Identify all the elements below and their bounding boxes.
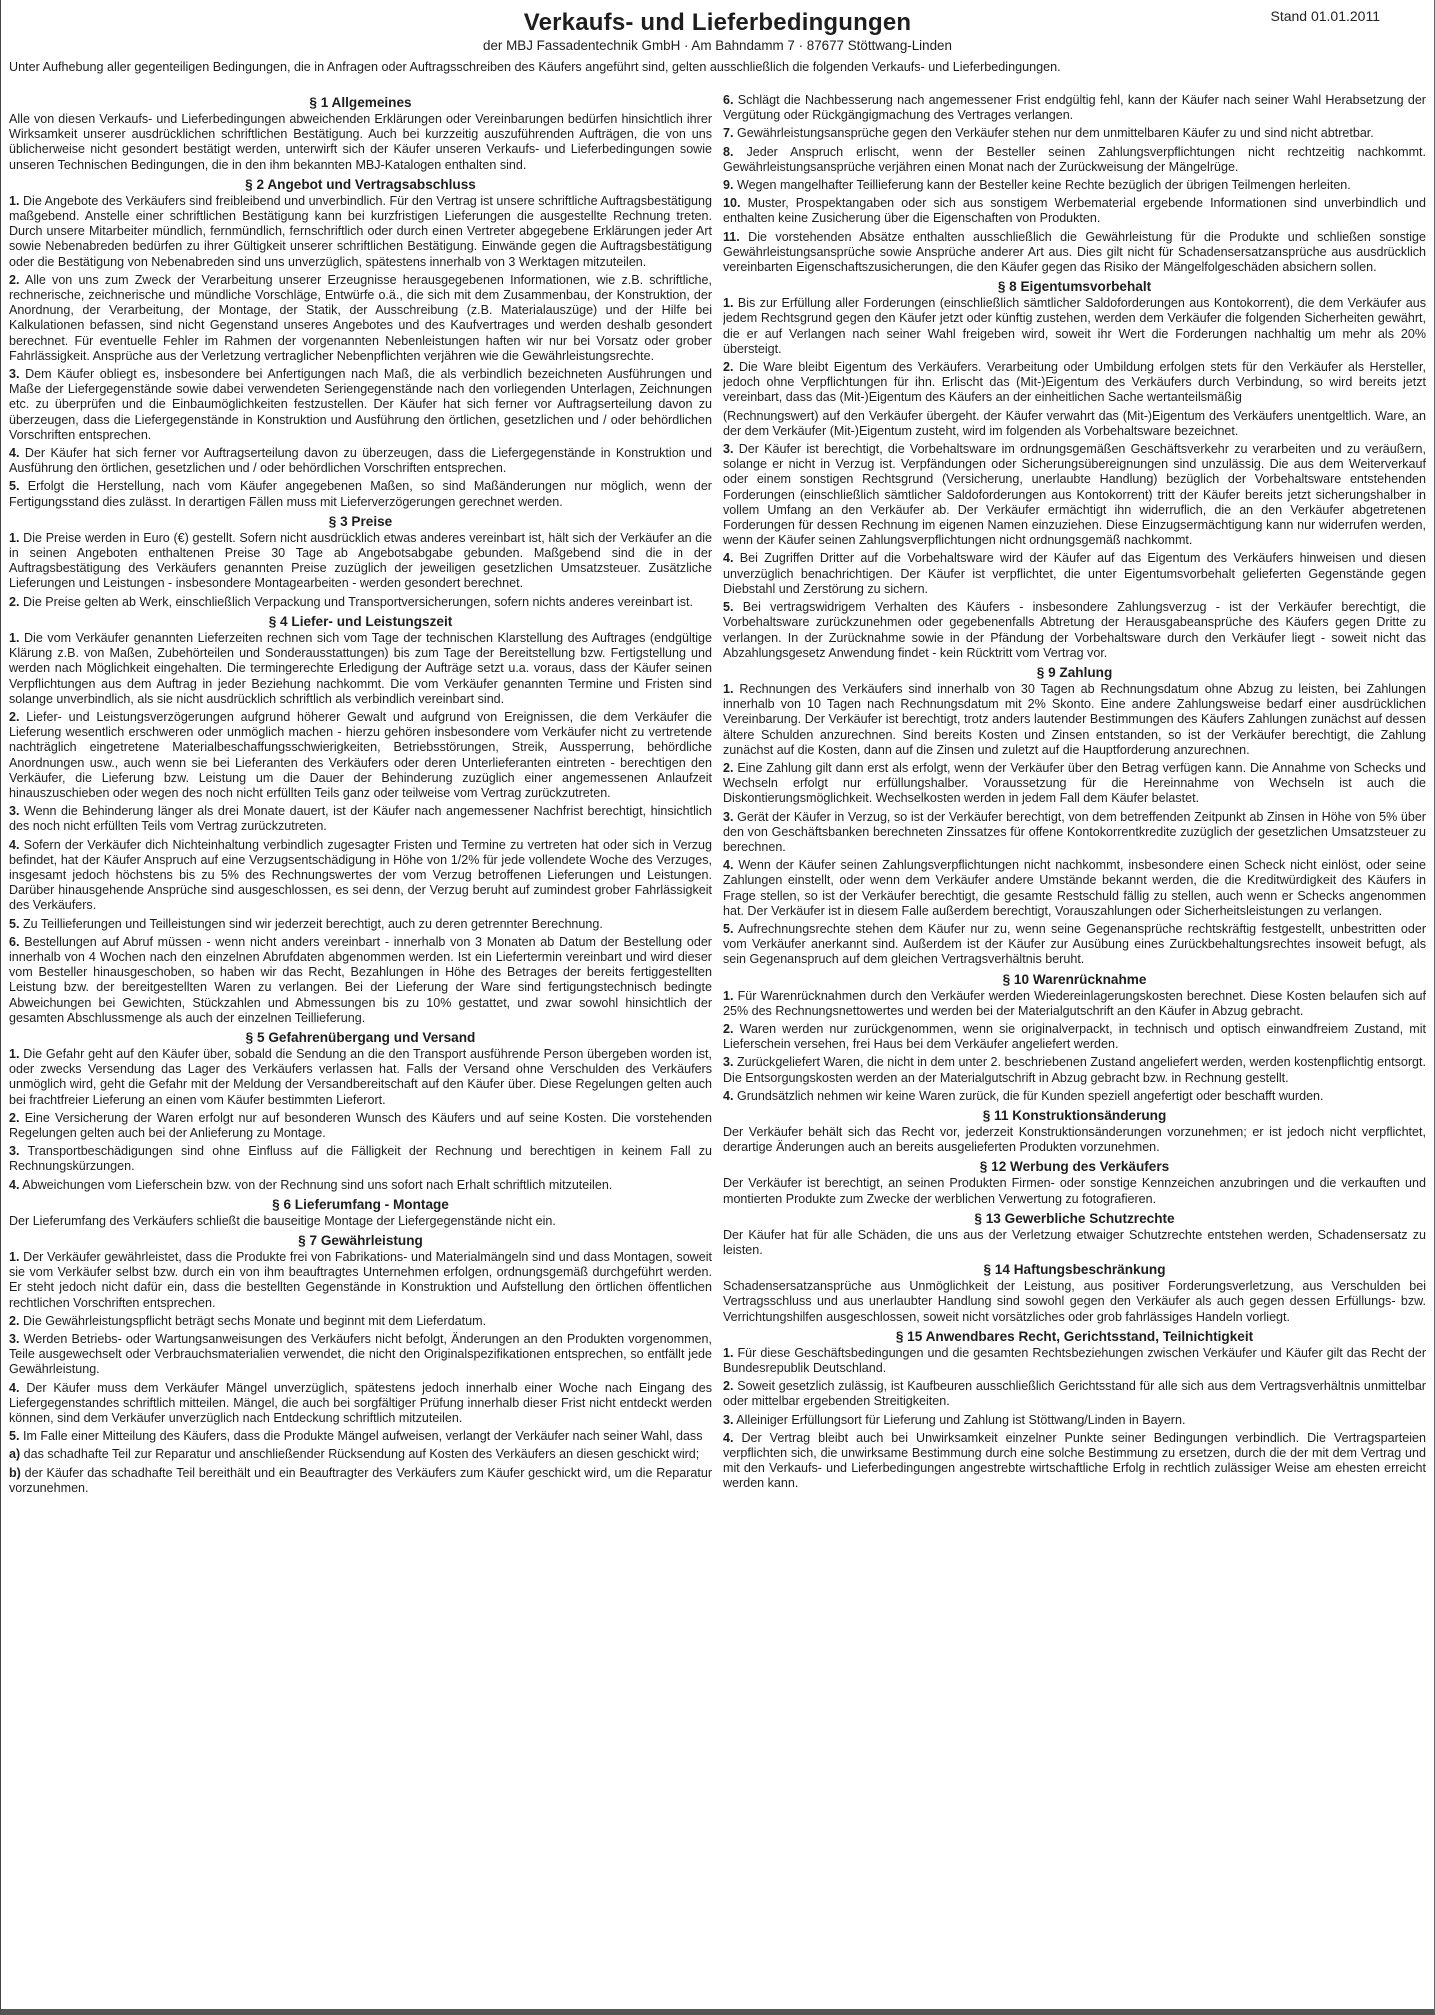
paragraph-number: 4. (9, 837, 20, 852)
paragraph-text: Grundsätzlich nehmen wir keine Waren zurück, die für Kunden speziell angefertigt oder beschafft wurden. (736, 1088, 1324, 1103)
paragraph-number: 4. (723, 858, 734, 873)
paragraph-number: 5. (9, 916, 20, 931)
paragraph-text: Gewährleistungsansprüche gegen den Verkäufer stehen nur dem unmittelbaren Käufer zu und sind nicht abtretbar. (736, 126, 1374, 141)
paragraph-number: 1. (9, 1046, 20, 1061)
paragraph (723, 761, 1426, 807)
section-title: § 5 Gefahrenübergang und Versand (245, 1029, 476, 1045)
section-title: § 7 Gewährleistung (298, 1233, 423, 1248)
paragraph-number: 3. (9, 1144, 20, 1159)
paragraph-text: Wenn der Käufer seinen Zahlungsverpflichtungen nicht nachkommt, insbesondere einen Scheck nicht einlöst, oder seine Zahlungen einstellt, oder wenn dem Verkäufer andere Umstände bekannt werden, die die Kreditwürdigkeit des Käufers in Frage stellen, so ist der Verkäufer berechtigt, die gesamte Restschuld fällig zu stellen, auch wenn er Schecks angenommen hat. Der Verkäufer ist in diesem Falle außerdem berechtigt, Vorauszahlungen oder Sicherheitsleistungen zu verlangen. (723, 858, 1426, 918)
paragraph-number: 2. (9, 709, 20, 724)
paragraph-text: Im Falle einer Mitteilung des Käufers, dass die Produkte Mängel aufweisen, verlangt der Verkäufer nach seiner Wahl, dass (22, 1429, 703, 1444)
paragraph (723, 93, 1426, 123)
paragraph-text: Die vom Verkäufer genannten Lieferzeiten rechnen sich vom Tage der technischen Klarstellung des Auftrages (endgültige Klärung z.B. von Maßen, Zubehörteilen und Sonderausstattungen) bis zum Tage der Bereitstellung bzw. Fertigstellung und werden nach Möglichkeit eingehalten. Die termingerechte Erledigung der Aufträge setzt u.a. voraus, dass der Käufer seinen Verpflichtungen aus dem Auftrag in jeder Beziehung nachkommt. Die vom Verkäufer genannten Termine und Fristen sind solange unverbindlich, als sie nicht ausdrücklich schriftlich als verbindlich vereinbart sind. (9, 630, 712, 706)
paragraph-text: Die vorstehenden Absätze enthalten ausschließlich die Gewährleistung für die Produkte und schließen sonstige Gewährleistungsansprüche sowie Ansprüche anderer Art aus. Dies gilt nicht für Schadensersatzansprüche aus ausdrücklich vereinbarten Eigenschaftszusicherungen, die den Käufer gegen das Risiko der Mängelfolgeschäden absichern sollen. (723, 229, 1426, 275)
paragraph-text: Liefer- und Leistungsverzögerungen aufgrund höherer Gewalt und aufgrund von Ereignissen, die dem Verkäufer die Lieferung wesentlich erschweren oder unmöglich machen - hierzu gehören insbesondere vom Verkäufer nicht zu vertretende nachträglich eingetretene Materialbeschaffungsschwierigkeiten, Betriebsstörungen, Streik, Aussperrung, behördliche Anordnungen usw., auch wenn sie bei Lieferanten des Verkäufers oder deren Unterlieferanten eintreten - berechtigen den Verkäufer, die Lieferung bzw. Leistung um die Dauer der Behinderung zuzüglich einer angemessenen Anlaufzeit hinauszuschieben oder wegen des noch nicht erfüllten Teils ganz oder teilweise vom Vertrag zurückzutreten. (9, 709, 712, 800)
paragraph-text: Zu Teillieferungen und Teilleistungen sind wir jederzeit berechtigt, auch zu deren getrennter Berechnung. (22, 916, 603, 931)
paragraph-text: Bei vertragswidrigem Verhalten des Käufers - insbesondere Zahlungsverzug - ist der Verkäufer berechtigt, die Vorbehaltsware zurückzunehmen oder gegebenenfalls Abtretung der Herausgabeansprüche des Käufers gegen Dritte zu verlangen. In der Zurücknahme sowie in der Pfändung der Vorbehaltsware durch den Verkäufer liegt - soweit nicht das Abzahlungsgesetz Anwendung findet - kein Rücktritt vom Vertrag vor. (723, 600, 1426, 660)
section-title: § 11 Konstruktionsänderung (982, 1107, 1167, 1123)
paragraph-number: 5. (9, 479, 20, 494)
paragraph-number: 5. (723, 600, 734, 615)
company-address: der MBJ Fassadentechnik GmbH · Am Bahndamm 7 · 87677 Stöttwang-Linden (483, 38, 952, 53)
paragraph (9, 1447, 712, 1462)
paragraph (9, 1314, 712, 1329)
paragraph (9, 1144, 712, 1174)
paragraph (723, 126, 1426, 141)
paragraph (723, 858, 1426, 919)
paragraph (723, 922, 1426, 968)
paragraph-number: 2. (723, 360, 734, 375)
paragraph (723, 296, 1426, 357)
paragraph (723, 1379, 1426, 1409)
paragraph-number: 6. (723, 93, 734, 107)
section-title: § 9 Zahlung (1036, 664, 1113, 680)
paragraph-number: 4. (723, 1088, 734, 1103)
paragraph-number: 2. (9, 272, 20, 287)
paragraph (723, 810, 1426, 856)
paragraph (723, 178, 1426, 193)
section-title: § 6 Lieferumfang - Montage (272, 1196, 449, 1212)
section-title: § 15 Anwendbares Recht, Gerichtsstand, Teilnichtigkeit (895, 1328, 1254, 1344)
paragraph (9, 1429, 712, 1444)
paragraph-text: Schlägt die Nachbesserung nach angemessener Frist endgültig fehl, kann der Käufer nach seiner Wahl Herabsetzung der Vergütung oder Rückgängigmachung des Vertrages verlangen. (723, 93, 1426, 123)
section-title: § 8 Eigentumsvorbehalt (997, 279, 1152, 295)
paragraph-text: Die Preise werden in Euro (€) gestellt. Sofern nicht ausdrücklich etwas anderes vereinbart ist, hält sich der Verkäufer an die in seinen Angeboten enthaltenen Preise 30 Tage ab Angebotsabgabe gebunden. Maßgebend sind die in der Auftragsbestätigung des Verkäufers genannten Preise zuzüglich der jeweiligen gesetzlichen Umsatzsteuer. Zusätzliche Lieferungen und Leistungen - insbesondere Montagearbeiten - werden gesondert berechnet. (9, 530, 712, 591)
paragraph-number: 4. (723, 551, 734, 566)
paragraph-text: der Käufer das schadhafte Teil bereithält und ein Beauftragter des Verkäufers zum Käufer geschickt wird, um die Reparatur vorzunehmen. (9, 1465, 712, 1495)
paragraph-number: 5. (723, 921, 734, 936)
paragraph (9, 479, 712, 509)
paragraph-text: Bei Zugriffen Dritter auf die Vorbehaltsware wird der Käufer auf das Eigentum des Verkäufers hinweisen und diesen unverzüglich benachrichtigen. Der Käufer ist verpflichtet, die unter Eigentumsvorbehalt gelieferten Gegenstände gegen Diebstahl und Zerstörung zu sichern. (723, 551, 1426, 596)
paragraph-text: Dem Käufer obliegt es, insbesondere bei Anfertigungen nach Maß, die als verbindlich bezeichneten Ausführungen und Maße der Liefergegenstände sowie dabei verwendeten Seriengegenstände nach den vorliegenden Unterlagen, Zeichnungen etc. zu überprüfen und die Einbaumöglichkeiten festzustellen. Der Käufer hat sich ferner vor Auftragserteilung davon zu überzeugen, dass die Liefergegenstände in Konstruktion und Ausführung den örtlichen, gesetzlichen und / oder behördlichen Vorschriften entsprechen. (9, 367, 712, 442)
paragraph-text: Die Preise gelten ab Werk, einschließlich Verpackung und Transportversicherungen, sofern nichts anderes vereinbart ist. (22, 594, 693, 609)
paragraph (9, 531, 712, 592)
paragraph (723, 196, 1426, 226)
paragraph: (Rechnungswert) auf den Verkäufer übergeht. der Käufer verwahrt das (Mit-)Eigentum des Verkäufers unentgeltlich. Ware, an der dem Verkäufer (Mit-)Eigentum zusteht, wird im folgenden als Vorbehaltsware bezeichnet. (723, 408, 1426, 438)
paragraph-number: 1. (723, 681, 734, 696)
paragraph (723, 1022, 1426, 1052)
paragraph-number: a) (9, 1447, 21, 1462)
paragraph-number: 2. (723, 1021, 734, 1036)
paragraph-text: Aufrechnungsrechte stehen dem Käufer nur zu, wenn seine Gegenansprüche rechtskräftig festgestellt, unbestritten oder vom Verkäufer anerkannt sind. Außerdem ist der Käufer zur Ausübung eines Zurückbehaltungsrechtes insoweit befugt, als sein Gegenanspruch auf dem gleichen Vertragsverhältnis beruht. (723, 921, 1426, 967)
paragraph (723, 1431, 1426, 1492)
paragraph (9, 838, 712, 914)
paragraph (723, 551, 1426, 597)
paragraph-text: Transportbeschädigungen sind ohne Einfluss auf die Fälligkeit der Rechnung und berechtigen in keinem Fall zu Rechnungskürzungen. (9, 1144, 712, 1174)
paragraph-text: Zurückgeliefert Waren, die nicht in dem unter 2. beschriebenen Zustand angeliefert werden, werden kostenpflichtig entsorgt. Die Entsorgungskosten werden an der Materialgutschrift in Abzug gebracht bzw. in Rechnung gestellt. (723, 1055, 1426, 1085)
paragraph-text: Der Verkäufer gewährleistet, dass die Produkte frei von Fabrikations- und Materialmängeln sind und dass Montagen, soweit sie vom Verkäufer selbst bzw. durch ein von ihm beauftragtes Unternehmen erfolgen, ordnungsgemäß durchgeführt werden. Er steht jedoch nicht dafür ein, dass die bestellten Gegenstände in Konstruktion und Aufstellung den örtlichen öffentlichen rechtlichen Vorschriften entsprechen. (9, 1250, 712, 1310)
paragraph-number: 2. (723, 760, 734, 775)
paragraph-text: Wegen mangelhafter Teillieferung kann der Besteller keine Rechte bezüglich der übrigen Teilmengen herleiten. (736, 178, 1351, 193)
paragraph-number: 7. (723, 126, 734, 141)
document-title: Verkaufs- und Lieferbedingungen (523, 9, 912, 36)
paragraph: Der Käufer hat für alle Schäden, die uns aus der Verletzung etwaiger Schutzrechte entstehen werden, Schadensersatz zu leisten. (723, 1227, 1426, 1257)
paragraph-number: 4. (9, 1380, 20, 1395)
paragraph: Alle von diesen Verkaufs- und Lieferbedingungen abweichenden Erklärungen oder Vereinbarungen bedürfen hinsichtlich ihrer Wirksamkeit unserer ausdrücklichen schriftlichen Bestätigung. Auch bei kurzzeitig auszuführenden Aufträgen, die von uns üblicherweise nicht gesondert bestätigt werden, unterwirft sich der Käufer unseren Verkaufs- und Lieferbedingungen sowie unseren Technischen Bedingungen, die in den ihm bekannten MBJ-Katalogen enthalten sind. (9, 112, 712, 172)
section-title: § 2 Angebot und Vertragsabschluss (245, 176, 476, 192)
paragraph-number: 1. (9, 193, 20, 208)
paragraph (9, 367, 712, 443)
paragraph (9, 917, 712, 932)
paragraph-text: Gerät der Käufer in Verzug, so ist der Verkäufer berechtigt, von dem betreffenden Zeitpunkt ab Zinsen in Höhe von 5% über den von Geschäftsbanken berechneten Zinssatzes für offene Kontokorrentkredite zuzüglich der gesetzlichen Umsatzsteuer zu berechnen. (723, 809, 1426, 854)
paragraph-number: 4. (9, 446, 20, 461)
paragraph-number: 1. (9, 1250, 20, 1264)
paragraph-text: Die Gewährleistungspflicht beträgt sechs Monate und beginnt mit dem Lieferdatum. (22, 1313, 487, 1328)
paragraph (9, 194, 712, 270)
section-title: § 13 Gewerbliche Schutzrechte (974, 1210, 1175, 1226)
paragraph-text: Eine Zahlung gilt dann erst als erfolgt, wenn der Verkäufer über den Betrag verfügen kann. Die Annahme von Schecks und Wechseln erfolgt nur erfüllungshalber. Voraussetzung für die Hereinnahme von Wechseln ist auch die Diskontierungsmöglichkeit. Wechselkosten werden in jedem Fall dem Käufer belastet. (723, 760, 1426, 806)
right-column (723, 93, 1426, 2003)
paragraph-number: 3. (723, 1055, 734, 1070)
paragraph-number: 4. (9, 1177, 20, 1192)
paragraph-number: 6. (9, 934, 20, 949)
paragraph-text: Rechnungen des Verkäufers sind innerhalb von 30 Tagen ab Rechnungsdatum ohne Abzug zu leisten, bei Zahlungen innerhalb von 10 Tagen nach Rechnungsdatum mit 2% Skonto. Eine andere Zahlungsweise bedarf einer ausdrücklichen Vereinbarung. Der Verkäufer ist berechtigt, trotz anders lautender Bestimmungen des Käufers Zahlungen zunächst auf dessen ältere Schulden anzurechnen. Sind bereits Kosten und Zinsen entstanden, so ist der Verkäufer berechtigt, die Zahlung zunächst auf die Kosten, dann auf die Zinsen und zuletzt auf die Hauptforderung anzurechnen. (723, 681, 1426, 757)
paragraph-text: Die Ware bleibt Eigentum des Verkäufers. Verarbeitung oder Umbildung erfolgen stets für den Verkäufer als Hersteller, jedoch ohne Verpflichtungen für ihn. Erlischt das (Mit-)Eigentum des Verkäufers durch Verbindung, so wird bereits jetzt vereinbart, dass das (Mit-)Eigentum des Käufers an der einheitlichen Sache wertanteilsmäßig (723, 360, 1426, 405)
paragraph-number: 1. (723, 296, 734, 311)
paragraph-text: Der Käufer muss dem Verkäufer Mängel unverzüglich, spätestens jedoch innerhalb einer Woche nach Eingang des Liefergegenstandes schriftlich mitteilen. Mängel, die auch bei sorgfältiger Prüfung innerhalb dieser Frist nicht entdeckt werden können, sind dem Verkäufer unverzüglich nach Entdeckung schriftlich mitzuteilen. (9, 1380, 712, 1426)
section-title: § 3 Preise (328, 513, 393, 529)
paragraph-number: 1. (723, 988, 734, 1003)
paragraph-number: 4. (723, 1430, 734, 1445)
paragraph-text: Für diese Geschäftsbedingungen und die gesamten Rechtsbeziehungen zwischen Verkäufer und Käufer gilt das Recht der Bundesrepublik Deutschland. (723, 1345, 1426, 1376)
paragraph-number: 3. (723, 809, 734, 824)
paragraph-number: 1. (9, 530, 20, 545)
paragraph (723, 442, 1426, 548)
paragraph-text: Jeder Anspruch erlischt, wenn der Besteller seinen Zahlungsverpflichtungen nicht rechtzeitig nachkommt. Gewährleistungsansprüche verjähren einen Monat nach der Zurückweisung der Mängelrüge. (723, 144, 1426, 174)
paragraph-number: 8. (723, 144, 734, 159)
paragraph-text: das schadhafte Teil zur Reparatur und anschließender Rücksendung auf Kosten des Verkäufers an diesen geschickt wird; (23, 1447, 700, 1462)
section-title: § 12 Werbung des Verkäufers (979, 1159, 1170, 1175)
section-title: § 10 Warenrücknahme (1002, 971, 1147, 987)
paragraph (723, 360, 1426, 406)
paragraph-number: 3. (9, 804, 20, 819)
paragraph-number: 1. (723, 1345, 734, 1360)
paragraph-number: 5. (9, 1429, 20, 1444)
paragraph-text: Bis zur Erfüllung aller Forderungen (einschließlich sämtlicher Saldoforderungen aus Kontokorrent), die dem Verkäufer aus jedem Rechtsgrund gegen den Käufer jetzt oder künftig zustehen, werden dem Verkäufer die folgenden Sicherheiten gewährt, die er auf Verlangen nach seiner Wahl freigeben wird, soweit ihr Wert die Forderungen nachhaltig um mehr als 20% übersteigt. (723, 296, 1426, 356)
paragraph-number: 9. (723, 178, 734, 193)
paragraph (9, 595, 712, 610)
paragraph-text: Wenn die Behinderung länger als drei Monate dauert, ist der Käufer nach angemessener Nachfrist berechtigt, hinsichtlich des noch nicht erfüllten Teils vom Vertrag zurückzutreten. (9, 804, 712, 834)
paragraph (9, 1111, 712, 1141)
paragraph (9, 273, 712, 364)
paragraph-text: Sofern der Verkäufer dich Nichteinhaltung verbindlich zugesagter Fristen und Termine zu vertreten hat oder sich in Verzug befindet, hat der Käufer Anspruch auf eine Verzugsentschädigung in Höhe von 1/2% für jede vollendete Woche des Verzuges, insgesamt jedoch höchstens bis zu 5% des Rechnungswertes der vom Verzug betroffenen Lieferungen und Leistungen. Darüber hinausgehende Ansprüche sind ausgeschlossen, es sei denn, der Verzug beruht auf zumindest grober Fahrlässigkeit des Verkäufers. (9, 837, 712, 913)
paragraph (723, 230, 1426, 276)
paragraph-number: 3. (9, 1332, 20, 1347)
paragraph-number: 3. (9, 367, 20, 382)
paragraph (723, 682, 1426, 758)
paragraph-text: Der Käufer ist berechtigt, die Vorbehaltsware im ordnungsgemäßen Geschäftsverkehr zu verarbeiten und zu veräußern, solange er nicht in Verzug ist. Verpfändungen oder Sicherungsübereignungen sind unzulässig. Die aus dem Weiterverkauf oder einem sonstigen Rechtsgrund (Versicherung, unerlaubte Handlung) bezüglich der Vorbehaltsware entstehenden Forderungen (einschließlich sämtlicher Saldoforderungen aus Kontokorrent) tritt der Käufer bereits jetzt sicherungshalber in vollem Umfang an den Verkäufer ab. Der Verkäufer ermächtigt ihn widerruflich, die an den Verkäufer abgetretenen Forderungen für dessen Rechnung im eigenen Namen einzuziehen. Diese Einzugsermächtigung kann nur widerrufen werden, wenn der Käufer seinen Zahlungsverpflichtungen nicht ordnungsgemäß nachkommt. (723, 442, 1426, 548)
paragraph-number: 10. (723, 196, 741, 211)
paragraph-number: 3. (723, 1412, 734, 1427)
section-title: § 4 Liefer- und Leistungszeit (268, 613, 453, 629)
paragraph-number: 2. (9, 594, 20, 609)
preamble: Unter Aufhebung aller gegenteiligen Bedingungen, die in Anfragen oder Auftragsschreiben des Käufers angeführt sind, gelten ausschließlich die folgenden Verkaufs- und Lieferbedingungen. (9, 60, 1061, 74)
paragraph-number: 11. (723, 229, 740, 244)
paragraph (9, 446, 712, 476)
paragraph (723, 1055, 1426, 1085)
paragraph-text: Für Warenrücknahmen durch den Verkäufer werden Wiedereinlagerungskosten berechnet. Diese Kosten belaufen sich auf 25% des Rechnungsnettowertes und werden bei der Materialgutschrift an den Käufer in Abzug gebracht. (723, 988, 1426, 1018)
section-title: § 14 Haftungsbeschränkung (983, 1262, 1166, 1278)
paragraph-text: Erfolgt die Herstellung, nach vom Käufer angegebenen Maßen, so sind Maßänderungen nur möglich, wenn der Fertigungsstand dies zulässt. In derartigen Fällen muss mit Lieferverzögerungen gerechnet werden. (9, 479, 712, 509)
paragraph (9, 1381, 712, 1427)
section-title: § 1 Allgemeines (309, 95, 412, 110)
paragraph-number: 2. (9, 1110, 20, 1125)
paragraph-text: Alleiniger Erfüllungsort für Lieferung und Zahlung ist Stöttwang/Linden in Bayern. (736, 1412, 1186, 1427)
paragraph (9, 710, 712, 801)
paragraph (723, 600, 1426, 661)
paragraph-text: Alle von uns zum Zweck der Verarbeitung unserer Erzeugnisse herausgegebenen Informationen, wie z.B. schriftliche, rechnerische, zeichnerische und mündliche Vorschläge, Entwürfe o.ä., die sich mit dem Zusammenbau, der Konstruktion, der Anordnung, der Verarbeitung, der Montage, der Statik, der Ausschreibung (z.B. Materialauszüge) und der Hilfe bei Kalkulationen befassen, sind nicht Gegenstand unseres Angebotes und des Kaufvertrages und werden deshalb gesondert berechnet. Für eventuelle Fehler im Rahmen der vorgenannten Nebenleistungen haften wir nur bei Vorsatz oder grober Fahrlässigkeit. Ansprüche aus der Verletzung vertraglicher Nebenpflichten verjähren wie die Gewährleistungsrechte. (9, 272, 712, 363)
paragraph (9, 1047, 712, 1108)
paragraph-text: Abweichungen vom Lieferschein bzw. von der Rechnung sind uns sofort nach Erhalt schriftlich mitzuteilen. (22, 1177, 613, 1192)
paragraph-text: Werden Betriebs- oder Wartungsanweisungen des Verkäufers nicht befolgt, Änderungen an den Produkten vorgenommen, Teile ausgewechselt oder Verbrauchsmaterialien verwendet, die nicht den Originalspezifikationen entsprechen, so entfällt jede Gewährleistung. (9, 1332, 712, 1377)
paragraph-text: Muster, Prospektangaben oder sich aus sonstigem Werbematerial ergebende Informationen sind unverbindlich und enthalten keine Zusicherung über die Eigenschaften von Produkten. (723, 196, 1426, 226)
paragraph-text: Soweit gesetzlich zulässig, ist Kaufbeuren ausschließlich Gerichtsstand für alle sich aus dem Vertragsverhältnis unmittelbar oder mittelbar ergebenden Streitigkeiten. (723, 1379, 1426, 1409)
paragraph: Schadensersatzansprüche aus Unmöglichkeit der Leistung, aus positiver Forderungsverletzung, aus Verschulden bei Vertragsschluss und aus unerlaubter Handlung sind sowohl gegen den Verkäufer als auch gegen dessen Erfüllungs- bzw. Verrichtungshilfen ausgeschlossen, soweit nicht vorsätzliches oder grob fahrlässiges Handeln vorliegt. (723, 1279, 1426, 1324)
two-column-body (9, 93, 1426, 2003)
left-column (9, 93, 712, 2003)
paragraph (723, 1346, 1426, 1376)
paragraph (723, 1089, 1426, 1104)
paragraph-number: 3. (723, 442, 734, 457)
paragraph-number: 1. (9, 630, 20, 645)
paragraph (9, 1250, 712, 1311)
paragraph (9, 631, 712, 707)
paragraph (723, 1413, 1426, 1428)
paragraph-text: Bestellungen auf Abruf müssen - wenn nicht anders vereinbart - innerhalb von 3 Monaten ab Datum der Bestellung oder innerhalb von 4 Wochen nach den einzelnen Abrufdaten abgenommen werden. Ist ein Liefertermin vereinbart und wird dieser vom Besteller hinausgeschoben, so haben wir das Recht, Bezahlungen in Höhe des Betrages der bereits fertiggestellten Leistung bzw. der bereitgestellten Waren zu verlangen. Bei der Lieferung der Ware sind fertigungstechnisch bedingte Abweichungen bei Gewichten, Stückzahlen und Abmessungen bis zu 10% gestattet, und zwar sowohl hinsichtlich der gesamten Abschlussmenge als auch der einzelnen Teillieferung. (9, 934, 712, 1025)
paragraph (723, 145, 1426, 175)
document-header (1, 0, 1434, 76)
paragraph (9, 1178, 712, 1193)
paragraph-number: 2. (723, 1379, 734, 1394)
paragraph-number: b) (9, 1465, 21, 1480)
paragraph-text: Die Angebote des Verkäufers sind freibleibend und unverbindlich. Für den Vertrag ist unsere schriftliche Auftragsbestätigung maßgebend. Anstelle einer schriftlichen Bestätigung kann bei kurzfristigen Lieferungen die ausgestellte Rechnung treten. Durch unsere Mitarbeiter mündlich, fernmündlich, fernschriftlich oder durch einen Vertreter abgegebene Erklärungen jeder Art sowie Nebenabreden bedürfen zu ihrer Gültigkeit unserer schriftlichen Bestätigung. Einwände gegen die Auftragsbestätigung oder die Bestätigung von Nebenabreden sind uns unverzüglich, spätestens innerhalb von 3 Werktagen mitzuteilen. (9, 193, 712, 269)
paragraph: Der Verkäufer ist berechtigt, an seinen Produkten Firmen- oder sonstige Kennzeichen anzubringen und die verkauften und montierten Produkte zum Zwecke der werblichen Verwertung zu fotografieren. (723, 1176, 1426, 1206)
paragraph (9, 1466, 712, 1496)
paragraph (9, 935, 712, 1026)
paragraph: Der Lieferumfang des Verkäufers schließt die bauseitige Montage der Liefergegenstände nicht ein. (9, 1213, 556, 1228)
paragraph (9, 1332, 712, 1378)
paragraph (723, 989, 1426, 1019)
paragraph-text: Der Käufer hat sich ferner vor Auftragserteilung davon zu überzeugen, dass die Liefergegenstände in Konstruktion und Ausführung den örtlichen, gesetzlichen und / oder behördlichen Vorschriften entsprechen. (9, 446, 712, 476)
paragraph-text: Die Gefahr geht auf den Käufer über, sobald die Sendung an die den Transport ausführende Person übergeben worden ist, oder zwecks Versendung das Lager des Verkäufers verlassen hat. Falls der Versand ohne Verschulden des Verkäufers unmöglich wird, geht die Gefahr mit der Meldung der Versandbereitschaft auf den Käufer über. Diese Regelungen gelten auch bei frachtfreier Lieferung an einen vom Käufer bestimmten Lieferort. (9, 1046, 712, 1107)
date-stamp: Stand 01.01.2011 (1270, 8, 1380, 24)
paragraph-text: Eine Versicherung der Waren erfolgt nur auf besonderen Wunsch des Käufers und auf seine Kosten. Die vorstehenden Regelungen gelten auch bei der Anlieferung zu Montage. (9, 1110, 712, 1140)
paragraph-text: Der Vertrag bleibt auch bei Unwirksamkeit einzelner Punkte seiner Bedingungen verbindlich. Die Vertragsparteien verpflichten sich, die unwirksame Bestimmung durch eine solche Bestimmung zu ersetzen, durch die der mit dem Vertrag und mit den Verkaufs- und Lieferbedingungen angestrebte wirtschaftliche Erfolg in rechtlich zulässiger Weise am ehesten erreicht werden kann. (723, 1430, 1426, 1491)
paragraph: Der Verkäufer behält sich das Recht vor, jederzeit Konstruktionsänderungen vorzunehmen; er ist jedoch nicht verpflichtet, derartige Änderungen auch an bereits ausgelieferten Produkten vorzunehmen. (723, 1124, 1426, 1155)
paragraph (9, 804, 712, 834)
paragraph-number: 2. (9, 1313, 20, 1328)
paragraph-text: Waren werden nur zurückgenommen, wenn sie originalverpackt, in technisch und optisch einwandfreiem Zustand, mit Lieferschein versehen, frei Haus bei dem Verkäufer angeliefert werden. (723, 1021, 1426, 1052)
